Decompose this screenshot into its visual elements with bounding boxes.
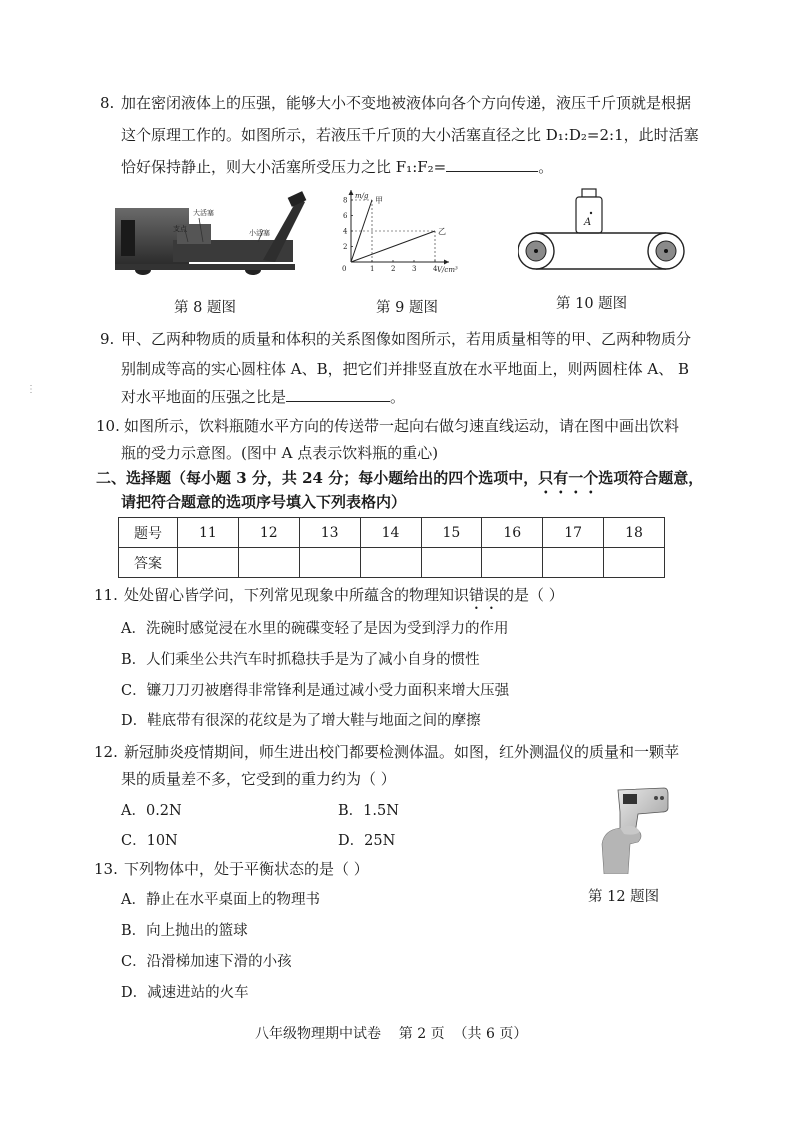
fig8-caption: 第 8 题图 bbox=[174, 300, 236, 316]
q11-stem-pre: 处处留心皆学问，下列常见现象中所蕴含的物理知识 bbox=[124, 586, 470, 604]
fig8-hydraulic-jack bbox=[113, 190, 313, 280]
q13-stem: 下列物体中，处于平衡状态的是（ ） bbox=[124, 860, 369, 878]
q11-option-d[interactable]: D．鞋底带有很深的花纹是为了增大鞋与地面之间的摩擦 bbox=[121, 713, 481, 729]
q9-answer-blank[interactable] bbox=[286, 401, 390, 402]
q8-answer-blank[interactable] bbox=[446, 171, 538, 172]
answer-table-answer-row bbox=[119, 548, 665, 578]
answer-cell[interactable] bbox=[421, 548, 482, 578]
fig8-label-small-piston: 小活塞 bbox=[249, 229, 270, 237]
q8-line3 bbox=[121, 156, 553, 178]
fig12-thermometer-image bbox=[590, 782, 670, 874]
y-tick-label: 2 bbox=[343, 243, 348, 251]
binding-dots: ⋮ bbox=[26, 384, 36, 395]
q12-line1: 新冠肺炎疫情期间，师生进出校门都要检测体温。如图，红外测温仪的质量和一颗苹 bbox=[124, 743, 680, 761]
q12-option-b[interactable]: B．1.5N bbox=[338, 803, 399, 819]
page-footer: 八年级物理期中试卷 第 2 页 （共 6 页） bbox=[255, 1026, 528, 1042]
fig10-point-label: A bbox=[584, 217, 592, 228]
fig9-caption: 第 9 题图 bbox=[376, 300, 438, 316]
q11-option-c[interactable]: C．镰刀刀刃被磨得非常锋利是通过减小受力面积来增大压强 bbox=[121, 683, 510, 699]
q11-stem-post: 的是（ ） bbox=[499, 586, 564, 604]
section2-heading-emph: 只有一个 bbox=[538, 469, 599, 487]
fig12-caption: 第 12 题图 bbox=[588, 889, 660, 905]
answer-cell[interactable] bbox=[604, 548, 665, 578]
q13-option-c[interactable]: C．沿滑梯加速下滑的小孩 bbox=[121, 954, 292, 970]
section2-heading-post: 选项符合题意， bbox=[598, 469, 704, 487]
answer-table bbox=[118, 517, 665, 578]
q11-stem bbox=[124, 584, 564, 613]
q8-line2: 这个原理工作的。如图所示，若液压千斤顶的大小活塞直径之比 D₁:D₂=2:1，此时活塞 bbox=[121, 126, 699, 144]
fig10-caption: 第 10 题图 bbox=[556, 296, 628, 312]
series-label: 甲 bbox=[375, 196, 383, 205]
x-tick-label: 2 bbox=[391, 265, 396, 273]
q12-line2: 果的质量差不多，它受到的重力约为（ ） bbox=[121, 770, 396, 788]
q9-line3-end: 。 bbox=[390, 388, 406, 406]
q13-option-b[interactable]: B．向上抛出的篮球 bbox=[121, 923, 248, 939]
answer-table-number: 13 bbox=[299, 518, 360, 548]
answer-cell[interactable] bbox=[178, 548, 239, 578]
q13-option-a[interactable]: A．静止在水平桌面上的物理书 bbox=[121, 892, 320, 908]
x-tick-label: 3 bbox=[412, 265, 417, 273]
q9-line2: 别制成等高的实心圆柱体 A、B，把它们并排竖直放在水平地面上，则两圆柱体 A、 B bbox=[121, 360, 690, 378]
q12-option-c[interactable]: C．10N bbox=[121, 833, 178, 849]
answer-cell[interactable] bbox=[238, 548, 299, 578]
q13-option-d[interactable]: D．减速进站的火车 bbox=[121, 985, 249, 1001]
q12-number: 12. bbox=[94, 743, 118, 761]
q8-line3-text: 恰好保持静止，则大小活塞所受压力之比 F₁:F₂= bbox=[121, 158, 447, 176]
series-line bbox=[351, 231, 435, 262]
q12-option-a[interactable]: A．0.2N bbox=[121, 803, 182, 819]
q13-number: 13. bbox=[94, 860, 118, 878]
answer-table-number: 16 bbox=[482, 518, 543, 548]
x-axis-label: V/cm³ bbox=[437, 266, 458, 274]
fig8-label-pivot: 支点 bbox=[173, 225, 187, 233]
q10-line2: 瓶的受力示意图。(图中 A 点表示饮料瓶的重心) bbox=[121, 444, 439, 462]
q9-line1: 甲、乙两种物质的质量和体积的关系图像如图所示，若用质量相等的甲、乙两种物质分 bbox=[121, 330, 692, 348]
section2-heading-pre: 二、选择题（每小题 3 分，共 24 分；每小题给出的四个选项中， bbox=[96, 469, 539, 487]
origin-label: 0 bbox=[342, 265, 347, 273]
q11-option-b[interactable]: B．人们乘坐公共汽车时抓稳扶手是为了减小自身的惯性 bbox=[121, 652, 480, 668]
y-axis-arrow bbox=[349, 190, 354, 195]
q9-number: 9. bbox=[100, 330, 115, 348]
answer-table-header-label: 题号 bbox=[119, 518, 178, 548]
fig9-chart bbox=[335, 190, 465, 278]
q10-number: 10. bbox=[96, 417, 120, 435]
answer-table-number: 17 bbox=[543, 518, 604, 548]
q9-line3-text: 对水平地面的压强之比是 bbox=[121, 388, 287, 406]
answer-table-number: 11 bbox=[178, 518, 239, 548]
answer-cell[interactable] bbox=[360, 548, 421, 578]
x-axis-arrow bbox=[444, 260, 449, 265]
q8-number: 8. bbox=[100, 94, 115, 112]
fig10-conveyor bbox=[518, 185, 688, 277]
q9-line3 bbox=[121, 386, 405, 408]
q8-line1: 加在密闭液体上的压强，能够大小不变地被液体向各个方向传递，液压千斤顶就是根据 bbox=[121, 94, 692, 112]
q11-option-a[interactable]: A．洗碗时感觉浸在水里的碗碟变轻了是因为受到浮力的作用 bbox=[121, 621, 509, 637]
answer-table-number: 12 bbox=[238, 518, 299, 548]
fig8-label-big-piston: 大活塞 bbox=[193, 209, 214, 217]
section2-heading-line2: 请把符合题意的选项序号填入下列表格内） bbox=[121, 493, 407, 511]
answer-table-number: 18 bbox=[604, 518, 665, 548]
x-tick-label: 4 bbox=[433, 265, 438, 273]
y-tick-label: 6 bbox=[343, 212, 348, 220]
answer-table-answer-label: 答案 bbox=[119, 548, 178, 578]
y-axis-label: m/g bbox=[355, 192, 369, 200]
q11-number: 11. bbox=[94, 586, 118, 604]
answer-table-number: 15 bbox=[421, 518, 482, 548]
q8-line3-end: 。 bbox=[538, 158, 554, 176]
answer-cell[interactable] bbox=[543, 548, 604, 578]
series-label: 乙 bbox=[438, 227, 446, 236]
q12-option-d[interactable]: D．25N bbox=[338, 833, 396, 849]
q10-line1: 如图所示，饮料瓶随水平方向的传送带一起向右做匀速直线运动，请在图中画出饮料 bbox=[124, 417, 680, 435]
answer-cell[interactable] bbox=[482, 548, 543, 578]
x-tick-label: 1 bbox=[370, 265, 375, 273]
y-tick-label: 4 bbox=[343, 227, 348, 236]
answer-table-number: 14 bbox=[360, 518, 421, 548]
q11-stem-emph: 错误 bbox=[469, 586, 500, 604]
answer-table-header-row bbox=[119, 518, 665, 548]
y-tick-label: 8 bbox=[343, 196, 348, 205]
answer-cell[interactable] bbox=[299, 548, 360, 578]
